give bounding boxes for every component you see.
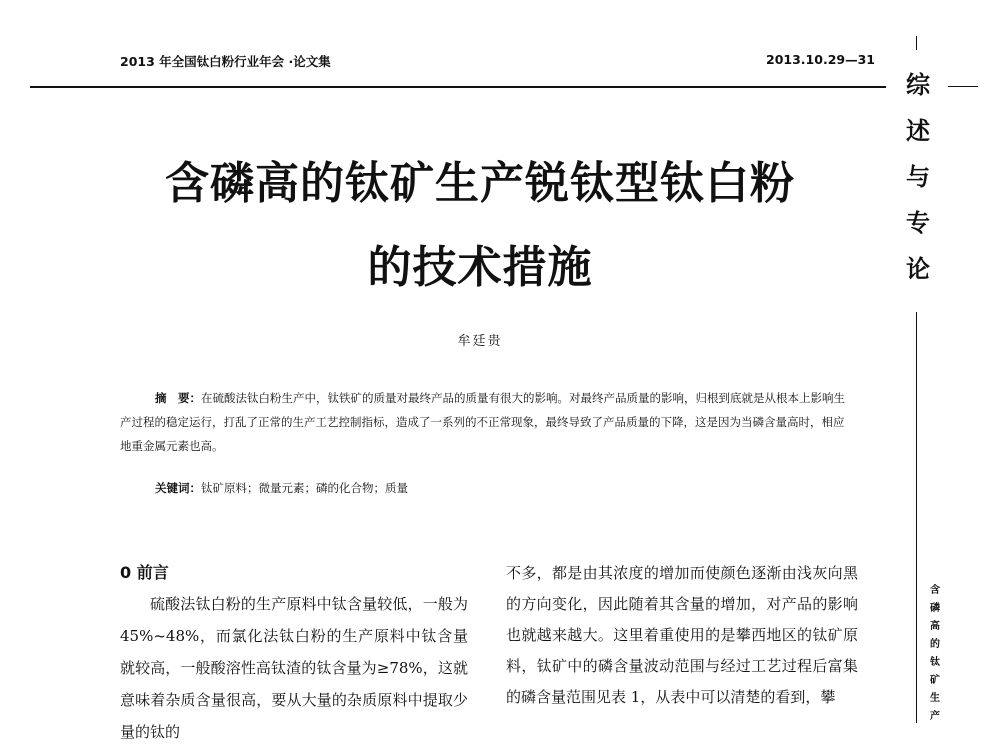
body-paragraph: 硫酸法钛白粉的生产原料中钛含量较低，一般为 45%~48%，而氯化法钛白粉的生产原料中钛含量就较高，一般酸溶性高钛渣的钛含量为≥78%，这就意味着杂质含量很高，要从大量的杂质原料中提取少量的钛的 <box>120 595 468 741</box>
keywords-text: 钛矿原料；微量元素；磷的化合物；质量 <box>201 481 408 495</box>
side-char: 与 <box>906 163 930 191</box>
side-title-char: 含 <box>930 585 940 596</box>
keywords-label: 关键词： <box>155 481 201 495</box>
author-name: 牟廷贵 <box>457 334 503 349</box>
side-title-char: 磷 <box>930 603 940 614</box>
body-paragraph: 不多，都是由其浓度的增加而使颜色逐渐由浅灰向黑的方向变化，因此随着其含量的增加，对产品的影响也就越来越大。这里着重使用的是攀西地区的钛矿原料，钛矿中的磷含量波动范围与经过工艺过程后富集的磷含量范围见表 1，从表中可以清楚的看到，攀 <box>506 564 858 706</box>
section-heading: 0 前言 <box>120 563 169 582</box>
side-running-title <box>928 582 942 726</box>
side-title-char: 高 <box>930 621 940 632</box>
running-header <box>120 52 875 70</box>
side-title-char: 矿 <box>930 675 940 686</box>
side-char: 述 <box>906 117 930 145</box>
title-line-1: 含磷高的钛矿生产锐钛型钛白粉 <box>165 158 795 209</box>
side-vertical-rule-top <box>916 36 917 50</box>
header-conference: 2013 年全国钛白粉行业年会 ·论文集 <box>120 54 331 69</box>
header-rule <box>30 86 886 88</box>
side-char: 论 <box>906 255 930 283</box>
abstract <box>120 386 855 458</box>
side-char: 专 <box>906 209 930 237</box>
body-column-right <box>506 558 858 713</box>
side-title-char: 生 <box>930 693 940 704</box>
paper-title <box>80 142 880 310</box>
side-rule-short <box>948 86 978 87</box>
side-title-char: 钛 <box>930 657 940 668</box>
body-column-left <box>120 558 468 748</box>
abstract-text: 在硫酸法钛白粉生产中，钛铁矿的质量对最终产品的质量有很大的影响。对最终产品质量的影响，归根到底就是从根本上影响生产过程的稳定运行，打乱了正常的生产工艺控制指标，造成了一系列的不正常现象，最终导致了产品质量的下降，这是因为当磷含量高时，相应地重金属元素也高。 <box>120 391 845 453</box>
side-title-char: 的 <box>930 639 940 650</box>
side-char: 综 <box>906 71 930 99</box>
header-date: 2013.10.29—31 <box>766 52 875 67</box>
side-vertical-rule <box>916 312 917 723</box>
section-side-label <box>896 62 940 292</box>
keywords <box>155 478 855 498</box>
side-title-char: 产 <box>930 711 940 722</box>
abstract-label: 摘 要： <box>155 391 201 405</box>
title-line-2: 的技术措施 <box>367 242 593 293</box>
